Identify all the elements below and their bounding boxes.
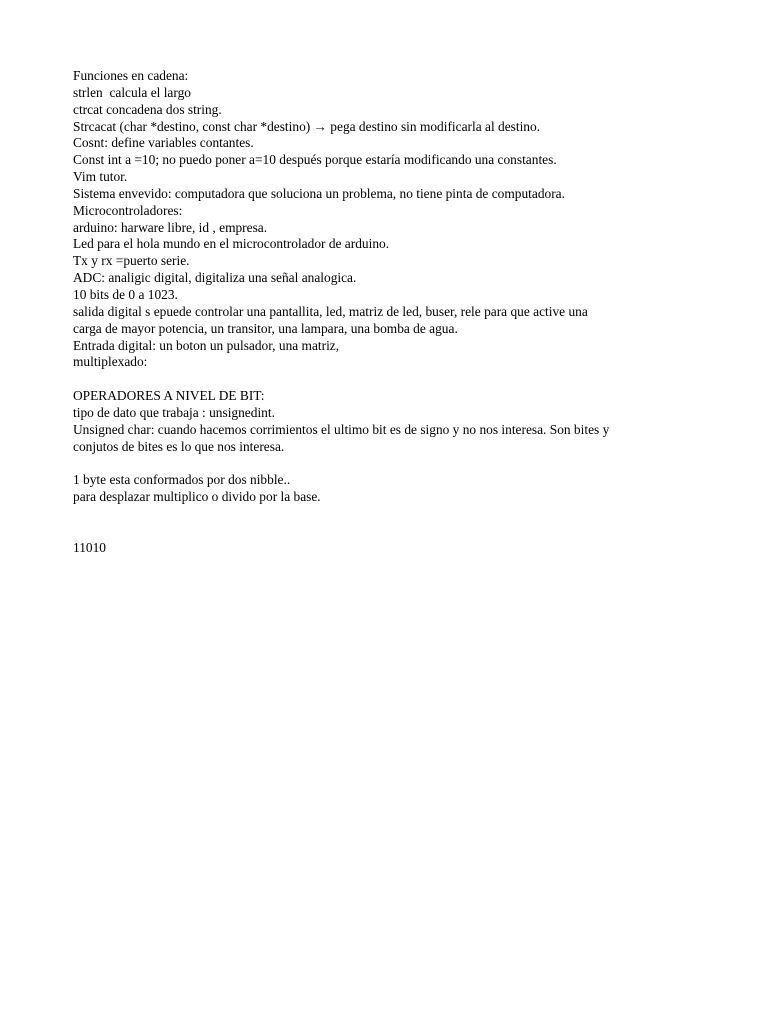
text-line: Vim tutor. [73,169,128,185]
text-line: carga de mayor potencia, un transitor, una lampara, una bomba de agua. [73,320,458,336]
text-line: ctrcat concadena dos string. [73,101,222,117]
binary-number: 11010 [73,539,106,555]
blank-line [73,506,703,523]
text-line: 10 bits de 0 a 1023. [73,286,178,302]
text-line: multiplexado: [73,354,148,370]
text-line: tipo de dato que trabaja : unsignedint. [73,404,275,420]
blank-line [73,523,703,540]
text-line: Led para el hola mundo en el microcontrolador de arduino. [73,236,390,252]
text-line: para desplazar multiplico o divido por la base. [73,489,321,505]
text-line: ADC: analigic digital, digitaliza una señal analogica. [73,270,357,286]
text-line: 1 byte esta conformados por dos nibble.. [73,472,291,488]
text-line: Strcacat (char *destino, const char *destino) → pega destino sin modificarla al destino. [73,118,541,134]
text-line: Microcontroladores: [73,202,183,218]
section-heading: OPERADORES A NIVEL DE BIT: [73,388,265,404]
text-line: arduino: harware libre, id , empresa. [73,219,268,235]
text-line: strlen calcula el largo [73,84,191,100]
text-line: salida digital s epuede controlar una pantallita, led, matriz de led, buser, rele para que active una [73,303,588,319]
document-body [73,68,703,556]
text-line: Sistema envevido: computadora que soluciona un problema, no tiene pinta de computadora. [73,185,565,201]
text-line: Funciones en cadena: [73,68,189,83]
text-line: Entrada digital: un boton un pulsador, una matriz, [73,337,340,353]
blank-line [73,455,703,472]
text-line: conjutos de bites es lo que nos interesa. [73,438,285,454]
text-line: Cosnt: define variables contantes. [73,135,254,151]
text-line: Unsigned char: cuando hacemos corrimientos el ultimo bit es de signo y no nos interesa. Son bites y [73,421,610,437]
text-line: Tx y rx =puerto serie. [73,253,190,269]
text-line: Const int a =10; no puedo poner a=10 después porque estaría modificando una constantes. [73,152,557,168]
blank-line [73,371,703,388]
